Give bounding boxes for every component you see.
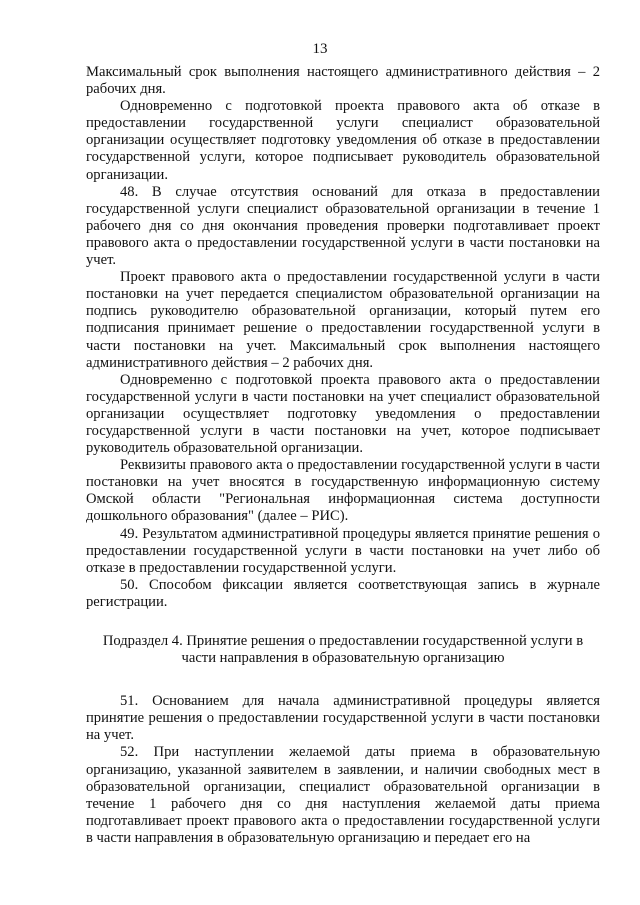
paragraph-refusal-notice: Одновременно с подготовкой проекта правового акта об отказе в предоставлении государственной услуги специалист образовательной организации осуществляет подготовку уведомления об отказе в предоставлении государственной услуги, которое подписывает руководитель образовательной организации. <box>86 98 600 183</box>
paragraph-max-term: Максимальный срок выполнения настоящего административного действия – 2 рабочих дня. <box>86 64 600 98</box>
document-body <box>86 64 600 847</box>
paragraph-52: 52. При наступлении желаемой даты приема в образовательную организацию, указанной заявителем в заявлении, и наличии свободных мест в образовательной организации, специалист образовательной организации в течение 1 рабочего дня со дня наступления желаемой даты приема подготавливает проект правового акта о предоставлении государственной услуги в части направления в образовательную организацию и передает его на <box>86 744 600 846</box>
paragraph-51: 51. Основанием для начала административной процедуры является принятие решения о предоставлении государственной услуги в части постановки на учет. <box>86 693 600 744</box>
paragraph-50: 50. Способом фиксации является соответствующая запись в журнале регистрации. <box>86 576 600 610</box>
section-heading-line-2: части направления в образовательную организацию <box>181 650 505 667</box>
section-heading-line-1: Подраздел 4. Принятие решения о предоставлении государственной услуги в <box>102 633 584 649</box>
page-number: 13 <box>312 41 328 57</box>
paragraph-ris-details: Реквизиты правового акта о предоставлении государственной услуги в части постановки на учет вносятся в государственную информационную систему Омской области "Региональная информационная система доступности дошкольного образования" (далее – РИС). <box>86 457 600 525</box>
paragraph-provision-notice: Одновременно с подготовкой проекта правового акта о предоставлении государственной услуги в части постановки на учет специалист образовательной организации осуществляет подготовку уведомления о предоставлении государственной услуги в части постановки на учет, которое подписывает руководитель образовательной организации. <box>86 371 600 457</box>
section-heading <box>86 633 600 667</box>
paragraph-48: 48. В случае отсутствия оснований для отказа в предоставлении государственной услуги специалист образовательной организации в течение 1 рабочего дня со дня окончания проведения проверки подготавливает проект правового акта о предоставлении государственной услуги в части постановки на учет. <box>86 183 600 269</box>
paragraph-draft-act-signing: Проект правового акта о предоставлении государственной услуги в части постановки на учет передается специалистом образовательной организации на подпись руководителю образовательной организации, который путем его подписания принимает решение о предоставлении государственной услуги в части постановки на учет. Максимальный срок выполнения настоящего административного действия – 2 рабочих дня. <box>86 269 600 371</box>
paragraph-49: 49. Результатом административной процедуры является принятие решения о предоставлении государственной услуги в части постановки на учет либо об отказе в предоставлении государственной услуги. <box>86 525 600 576</box>
